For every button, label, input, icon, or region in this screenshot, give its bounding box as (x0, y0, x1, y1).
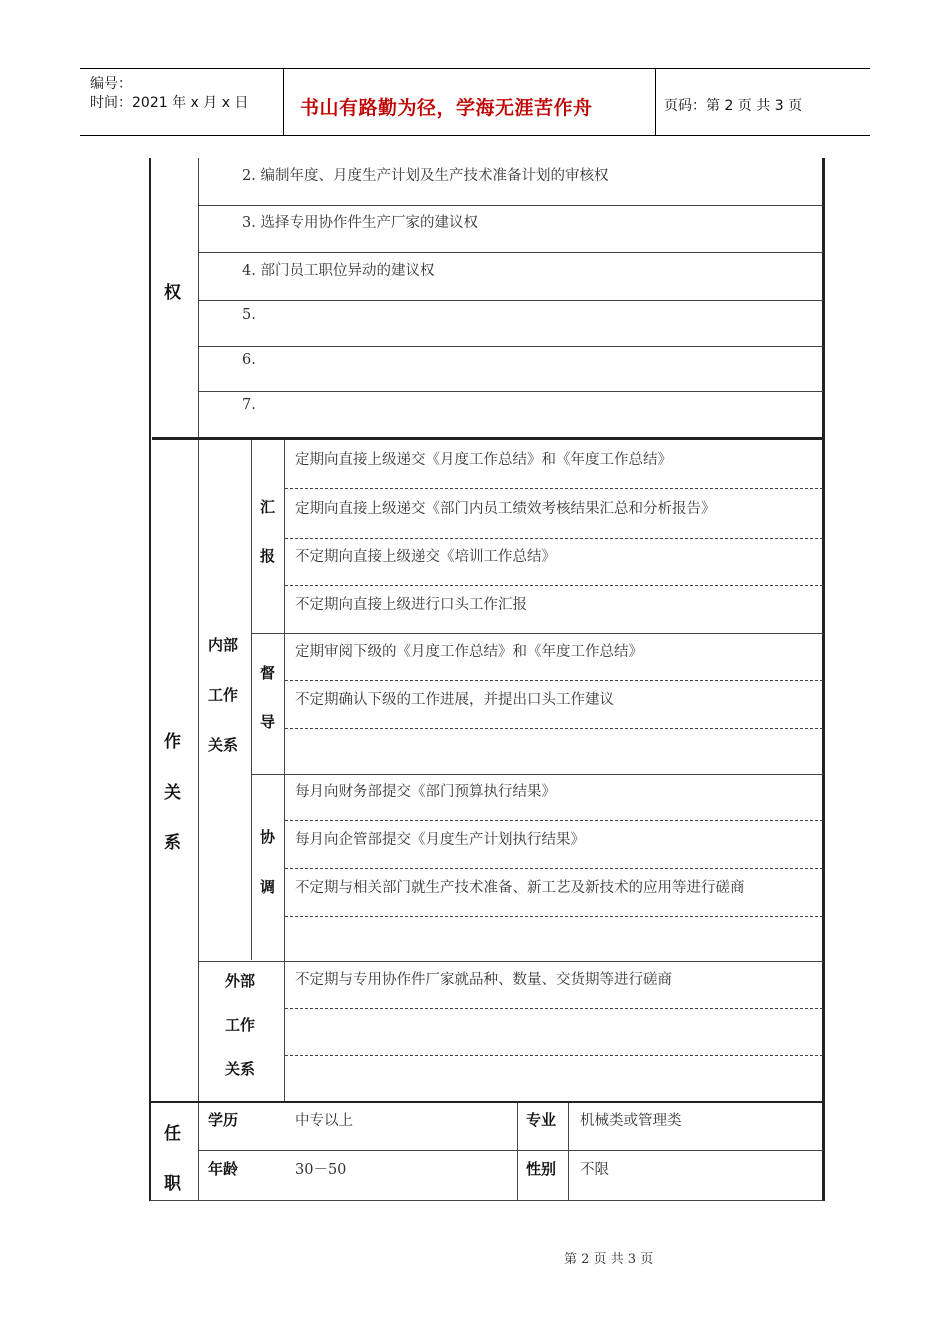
report-item: 不定期向直接上级递交《培训工作总结》 (295, 549, 556, 565)
internal-relations-bottom-rule (198, 961, 823, 962)
external-relations-label-1: 外部 (225, 972, 256, 990)
rights-item: 5. (242, 307, 256, 323)
internal-relations-label-1: 内部 (208, 636, 239, 654)
header-motto: 书山有路勤为径，学海无涯苦作舟 (300, 97, 593, 119)
internal-relations-label-2: 工作 (208, 686, 239, 704)
report-bottom-rule (251, 633, 823, 634)
rights-item: 6. (242, 352, 256, 368)
dashed-row-divider (285, 488, 823, 489)
header-divider-right (655, 68, 656, 136)
table-left-border (149, 158, 151, 1201)
supervise-bottom-rule (251, 774, 823, 775)
relations-section-label-3: 系 (164, 833, 181, 853)
external-relations-label-3: 关系 (225, 1060, 256, 1078)
rights-row-divider (198, 205, 823, 206)
report-item: 定期向直接上级递交《部门内员工绩效考核结果汇总和分析报告》 (295, 501, 716, 517)
relations-section-label-1: 作 (164, 732, 181, 752)
rights-row-divider (198, 252, 823, 253)
coordinate-item: 每月向企管部提交《月度生产计划执行结果》 (295, 832, 585, 848)
rights-item: 7. (242, 397, 256, 413)
rights-item: 4. 部门员工职位异动的建议权 (242, 263, 435, 279)
rights-row-divider (198, 391, 823, 392)
rights-item: 2. 编制年度、月度生产计划及生产技术准备计划的审核权 (242, 168, 609, 184)
doc-time-label: 时间：2021 年 x 月 x 日 (90, 95, 249, 111)
header-divider-left (283, 68, 284, 136)
page-info: 页码：第 2 页 共 3 页 (664, 98, 803, 114)
coordinate-item: 每月向财务部提交《部门预算执行结果》 (295, 784, 556, 800)
dashed-row-divider (285, 1055, 823, 1056)
qualifications-label-2: 职 (164, 1174, 181, 1194)
dashed-row-divider (285, 538, 823, 539)
coordinate-label-2: 调 (260, 878, 276, 896)
report-label-1: 汇 (260, 498, 276, 516)
dashed-row-divider (285, 585, 823, 586)
coordinate-item: 不定期与相关部门就生产技术准备、新工艺及新技术的应用等进行磋商 (295, 880, 745, 896)
dashed-row-divider (285, 680, 823, 681)
gender-value: 不限 (580, 1162, 609, 1178)
major-label: 专业 (526, 1111, 557, 1129)
rights-item: 3. 选择专用协作件生产厂家的建议权 (242, 215, 478, 231)
relations-section-bottom-rule (150, 1101, 822, 1103)
supervise-label-1: 督 (260, 664, 276, 682)
external-item: 不定期与专用协作件厂家就品种、数量、交货期等进行磋商 (295, 972, 672, 988)
rights-section-bottom-rule (152, 437, 822, 440)
age-value: 30－50 (295, 1162, 347, 1178)
education-value: 中专以上 (295, 1113, 353, 1129)
supervise-item: 不定期确认下级的工作进展，并提出口头工作建议 (295, 692, 614, 708)
header-top-rule (80, 68, 870, 69)
supervise-label-2: 导 (260, 713, 276, 731)
major-value: 机械类或管理类 (580, 1113, 682, 1129)
qual-row-divider (198, 1150, 823, 1151)
dashed-row-divider (285, 820, 823, 821)
age-label: 年龄 (208, 1160, 239, 1178)
education-label: 学历 (208, 1111, 239, 1129)
supervise-item: 定期审阅下级的《月度工作总结》和《年度工作总结》 (295, 644, 643, 660)
qual-col-divider (517, 1103, 518, 1201)
relations-content-divider (284, 440, 285, 1101)
external-relations-label-2: 工作 (225, 1016, 256, 1034)
doc-number-label: 编号： (90, 76, 132, 92)
internal-relations-label-3: 关系 (208, 736, 239, 754)
dashed-row-divider (285, 916, 823, 917)
page-footer: 第 2 页 共 3 页 (564, 1252, 654, 1267)
rights-section-label: 权 (164, 283, 181, 303)
rights-row-divider (198, 300, 823, 301)
header-bottom-rule (80, 135, 870, 136)
qualifications-label-1: 任 (164, 1124, 181, 1144)
dashed-row-divider (285, 868, 823, 869)
report-item: 不定期向直接上级进行口头工作汇报 (295, 597, 527, 613)
gender-label: 性别 (526, 1160, 557, 1178)
qual-col-divider (568, 1103, 569, 1201)
table-bottom-rule (150, 1200, 823, 1201)
dashed-row-divider (285, 1008, 823, 1009)
report-label-2: 报 (260, 547, 276, 565)
rights-row-divider (198, 346, 823, 347)
report-item: 定期向直接上级递交《月度工作总结》和《年度工作总结》 (295, 452, 672, 468)
relations-section-label-2: 关 (164, 783, 181, 803)
dashed-row-divider (285, 728, 823, 729)
coordinate-label-1: 协 (260, 828, 276, 846)
table-col1-divider (198, 158, 199, 1201)
relations-subcol-divider (251, 440, 252, 960)
